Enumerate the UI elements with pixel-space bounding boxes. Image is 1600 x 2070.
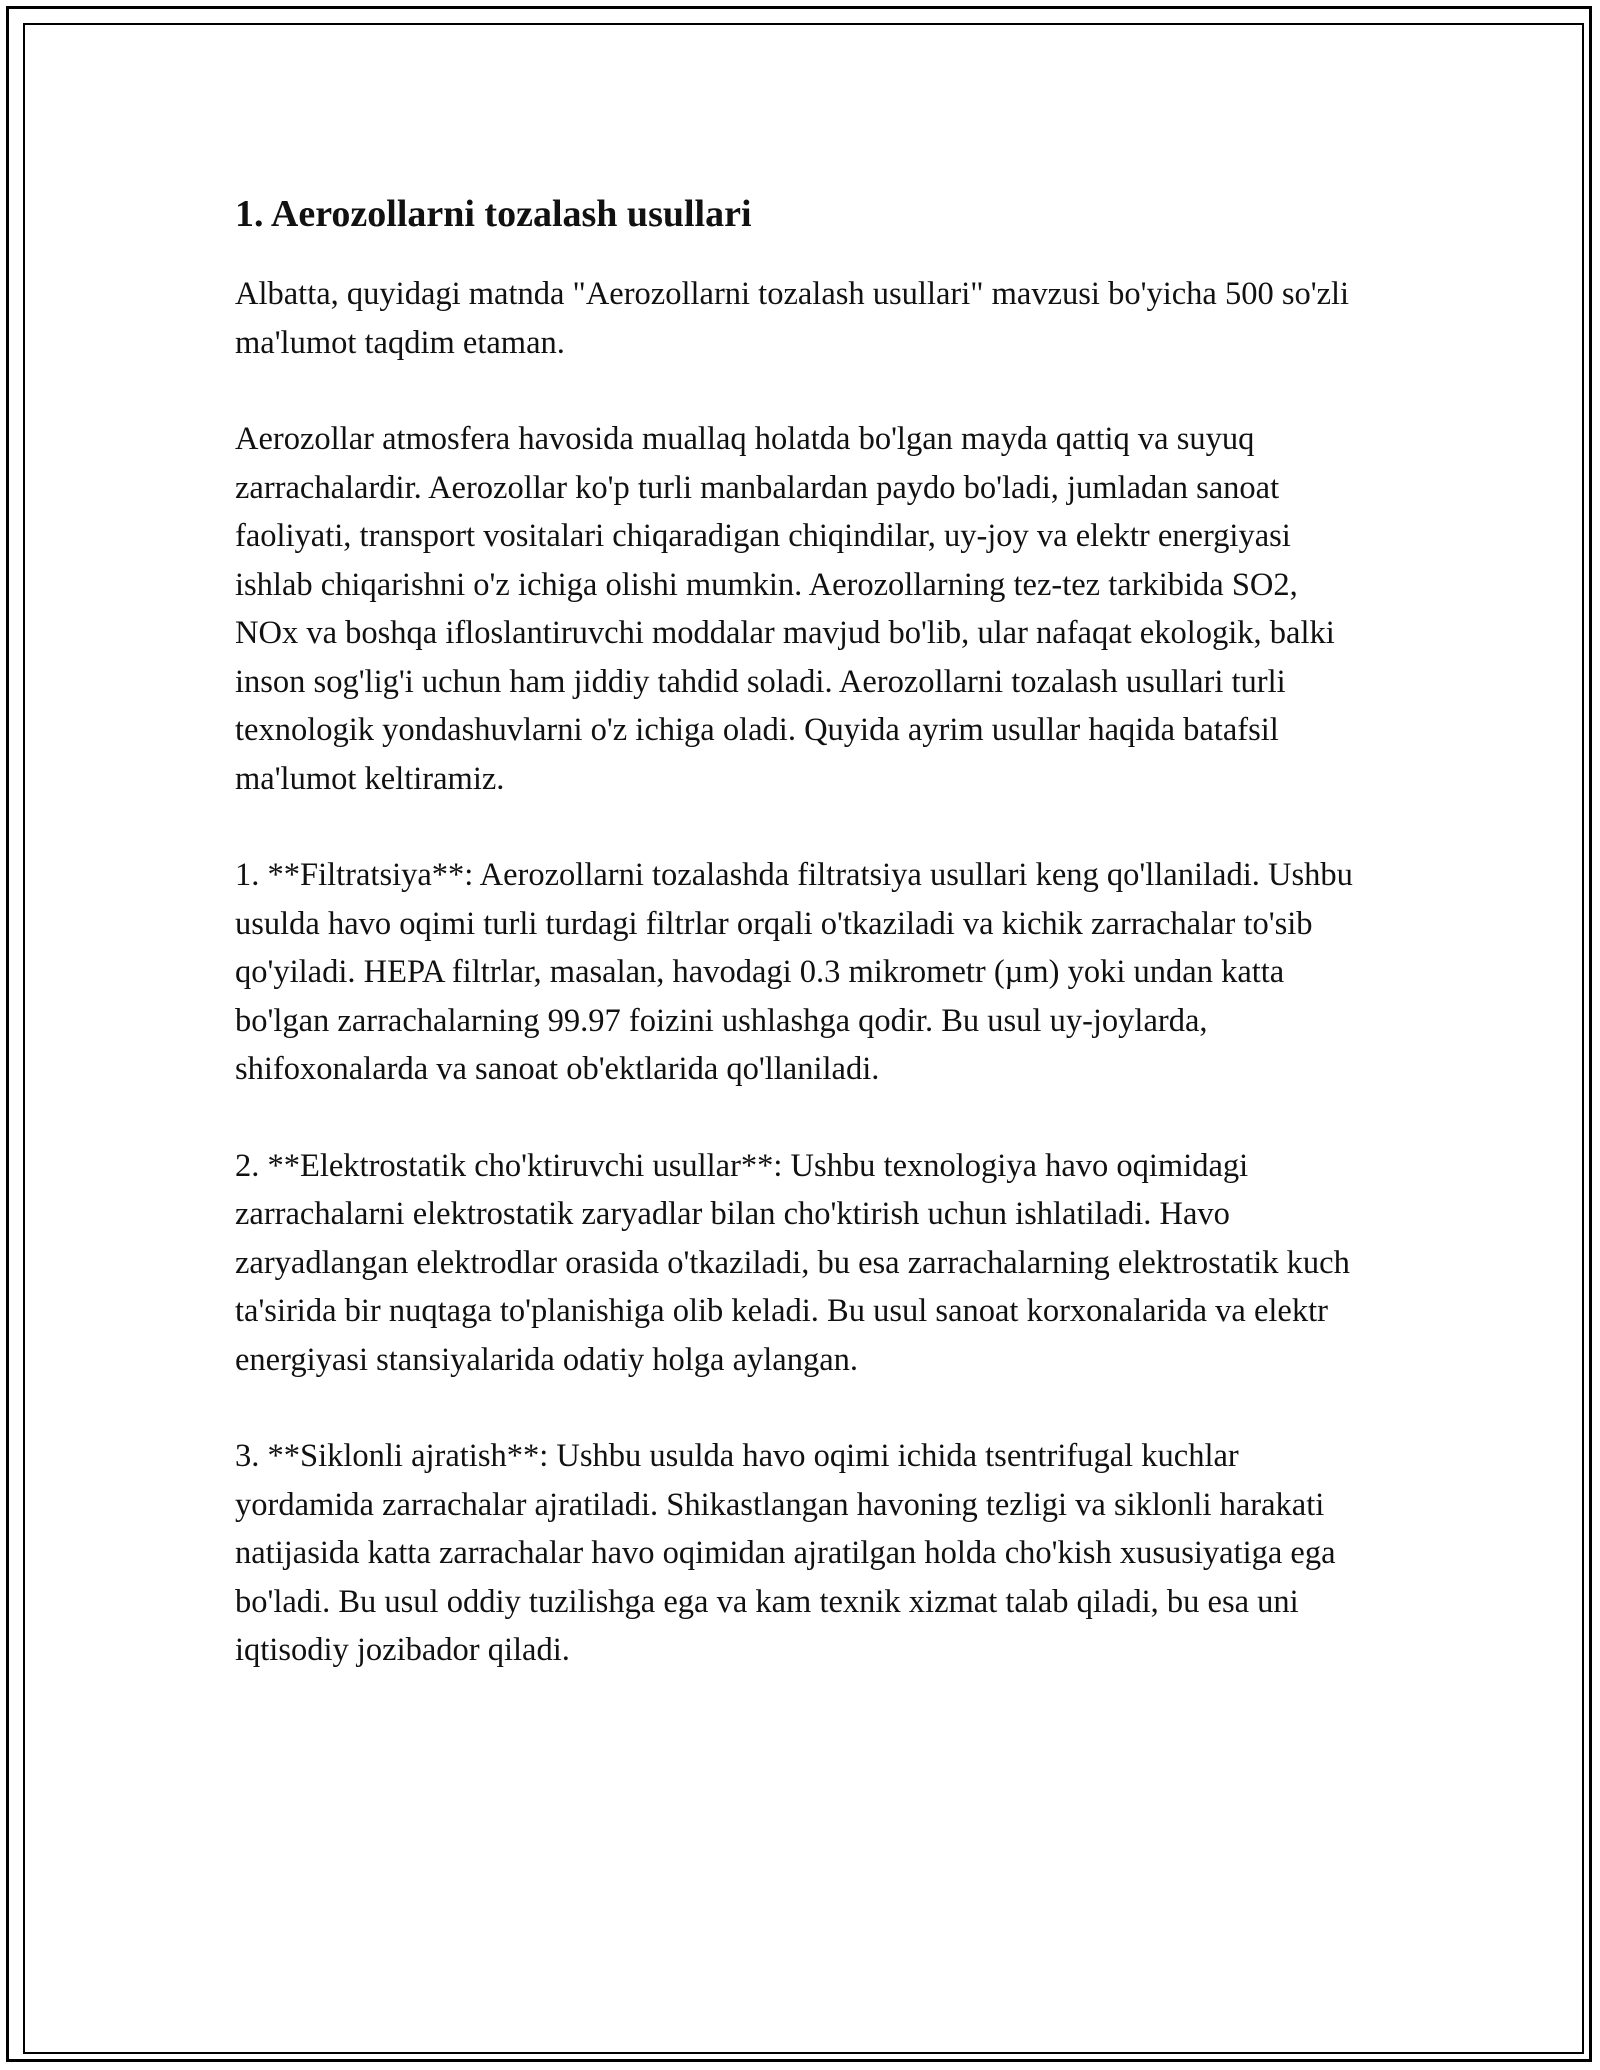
filtration-paragraph: 1. **Filtratsiya**: Aerozollarni tozalashda filtratsiya usullari keng qo'llaniladi. Ushbu usulda havo oqimi turli turdagi filtrlar orqali o'tkaziladi va kichik zarrachalar to'sib qo'yiladi. HEPA filtrlar, masalan, havodagi 0.3 mikrometr (µm) yoki undan katta bo'lgan zarrachalarning 99.97 foizini ushlashga qodir. Bu usul uy-joylarda, shifoxonalarda va sanoat ob'ektlarida qo'llaniladi. bbox=[235, 857, 1353, 1087]
cyclone-paragraph: 3. **Siklonli ajratish**: Ushbu usulda havo oqimi ichida tsentrifugal kuchlar yordamida zarrachalar ajratiladi. Shikastlangan havoning tezligi va siklonli harakati natijasida katta zarrachalar havo oqimidan ajratilgan holda cho'kish xususiyatiga ega bo'ladi. Bu usul oddiy tuzilishga ega va kam texnik xizmat talab qiladi, bu esa uni iqtisodiy jozibador qiladi. bbox=[235, 1438, 1336, 1668]
intro-paragraph: Albatta, quyidagi matnda "Aerozollarni tozalash usullari" mavzusi bo'yicha 500 so'zli ma'lumot taqdim etaman. bbox=[235, 276, 1350, 361]
document-title: 1. Aerozollarni tozalash usullari bbox=[235, 193, 752, 235]
electrostatic-paragraph: 2. **Elektrostatik cho'ktiruvchi usullar**: Ushbu texnologiya havo oqimidagi zarrachalarni elektrostatik zaryadlar bilan cho'ktirish uchun ishlatiladi. Havo zaryadlangan elektrodlar orasida o'tkaziladi, bu esa zarrachalarning elektrostatik kuch ta'sirida bir nuqtaga to'planishiga olib keladi. Bu usul sanoat korxonalarida va elektr energiyasi stansiyalarida odatiy holga aylangan. bbox=[235, 1147, 1350, 1378]
document-body bbox=[235, 188, 1365, 1723]
aerosol-description-paragraph: Aerozollar atmosfera havosida muallaq holatda bo'lgan mayda qattiq va suyuq zarrachalardir. Aerozollar ko'p turli manbalardan paydo bo'ladi, jumladan sanoat faoliyati, transport vositalari chiqaradigan chiqindilar, uy-joy va elektr energiyasi ishlab chiqarishni o'z ichiga olishi mumkin. Aerozollarning tez-tez tarkibida SO2, NOx va boshqa ifloslantiruvchi moddalar mavjud bo'lib, ular nafaqat ekologik, balki inson sog'lig'i uchun ham jiddiy tahdid soladi. Aerozollarni tozalash usullari turli texnologik yondashuvlarni o'z ichiga oladi. Quyida ayrim usullar haqida batafsil ma'lumot keltiramiz. bbox=[235, 421, 1335, 797]
